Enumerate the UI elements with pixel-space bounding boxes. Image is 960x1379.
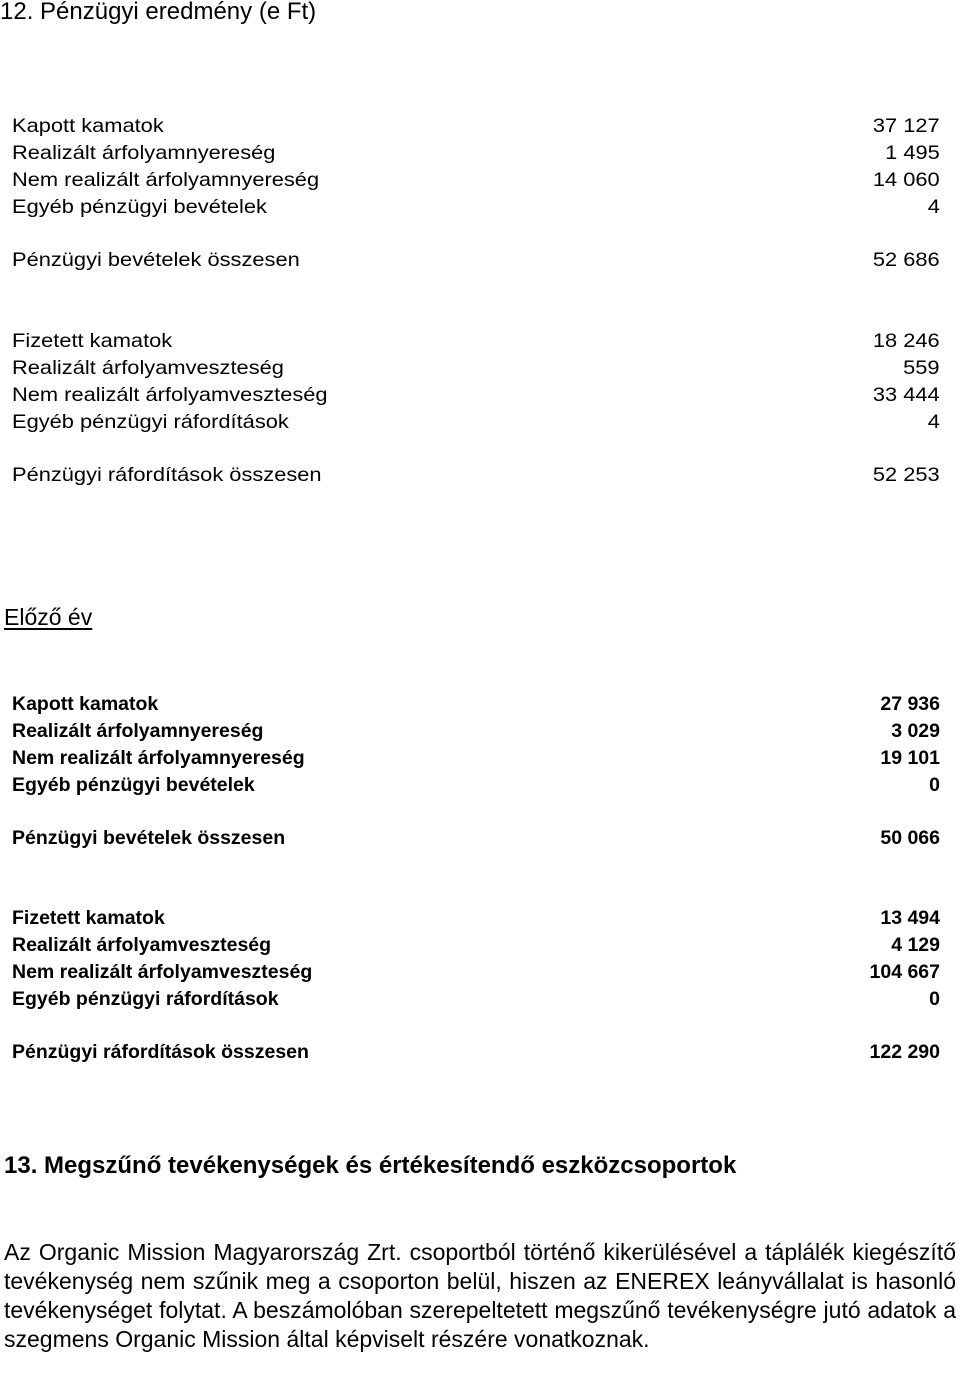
row-label: Nem realizált árfolyamveszteség	[12, 384, 328, 406]
row-label: Pénzügyi bevételek összesen	[12, 249, 300, 271]
row-value: 4	[927, 196, 940, 218]
current-income-row	[12, 168, 940, 192]
row-label: Fizetett kamatok	[12, 907, 165, 929]
row-label: Nem realizált árfolyamnyereség	[12, 747, 305, 769]
current-expense-row	[12, 383, 940, 407]
row-label: Nem realizált árfolyamveszteség	[12, 961, 313, 983]
prior-expense-total-row	[12, 1040, 940, 1064]
row-label: Egyéb pénzügyi ráfordítások	[12, 411, 289, 433]
row-label: Nem realizált árfolyamnyereség	[12, 169, 320, 191]
row-value: 0	[929, 774, 940, 796]
prior-income-row	[12, 773, 940, 797]
row-label: Realizált árfolyamveszteség	[12, 357, 284, 379]
row-label: Kapott kamatok	[12, 693, 159, 715]
prior-income-row	[12, 692, 940, 716]
row-value: 18 246	[873, 330, 940, 352]
row-value: 37 127	[873, 115, 940, 137]
row-value: 559	[903, 357, 940, 379]
prior-income-total-row	[12, 826, 940, 850]
row-label: Pénzügyi ráfordítások összesen	[12, 1041, 309, 1063]
row-value: 50 066	[880, 827, 940, 849]
row-label: Egyéb pénzügyi ráfordítások	[12, 988, 279, 1010]
row-value: 52 253	[873, 464, 940, 486]
row-label: Pénzügyi bevételek összesen	[12, 827, 286, 849]
row-label: Pénzügyi ráfordítások összesen	[12, 464, 322, 486]
row-value: 0	[929, 988, 940, 1010]
prior-income-row	[12, 719, 940, 743]
prior-expense-row	[12, 933, 940, 957]
prior-expense-row	[12, 960, 940, 984]
row-label: Fizetett kamatok	[12, 330, 173, 352]
current-expense-row	[12, 410, 940, 434]
section-12-title: 12. Pénzügyi eredmény (e Ft)	[0, 0, 317, 25]
section-13-paragraph: Az Organic Mission Magyarország Zrt. csoportból történő kikerülésével a táplálék kiegészítő tevékenység nem szűnik meg a csoporton belül, hiszen az ENEREX leányvállalat is hasonló tevékenységet folytat. A beszámolóban szerepeltetett megszűnő tevékenységre jutó adatok a szegmens Organic Mission által képviselt részére vonatkoznak.	[4, 1239, 956, 1352]
current-expense-row	[12, 329, 940, 353]
row-label: Egyéb pénzügyi bevételek	[12, 196, 267, 218]
row-value: 3 029	[891, 720, 940, 742]
row-value: 27 936	[880, 693, 940, 715]
row-value: 1 495	[885, 142, 940, 164]
prior-year-title: Előző év	[4, 604, 93, 630]
prior-expense-row	[12, 906, 940, 930]
prior-income-row	[12, 746, 940, 770]
current-expense-row	[12, 356, 940, 380]
row-value: 33 444	[873, 384, 940, 406]
row-value: 4 129	[891, 934, 940, 956]
row-value: 13 494	[880, 907, 940, 929]
prior-expense-row	[12, 987, 940, 1011]
current-income-row	[12, 141, 940, 165]
current-income-row	[12, 195, 940, 219]
row-label: Realizált árfolyamnyereség	[12, 720, 264, 742]
row-value: 104 667	[869, 961, 940, 983]
current-income-row	[12, 114, 940, 138]
current-income-total-row	[12, 248, 940, 272]
row-label: Realizált árfolyamveszteség	[12, 934, 272, 956]
row-value: 122 290	[869, 1041, 940, 1063]
row-label: Egyéb pénzügyi bevételek	[12, 774, 255, 796]
row-value: 19 101	[880, 747, 940, 769]
row-value: 14 060	[873, 169, 940, 191]
row-label: Realizált árfolyamnyereség	[12, 142, 276, 164]
section-13-title: 13. Megszűnő tevékenységek és értékesítendő eszközcsoportok	[4, 1152, 737, 1179]
current-expense-total-row	[12, 463, 940, 487]
row-value: 52 686	[873, 249, 940, 271]
row-value: 4	[927, 411, 940, 433]
row-label: Kapott kamatok	[12, 115, 164, 137]
